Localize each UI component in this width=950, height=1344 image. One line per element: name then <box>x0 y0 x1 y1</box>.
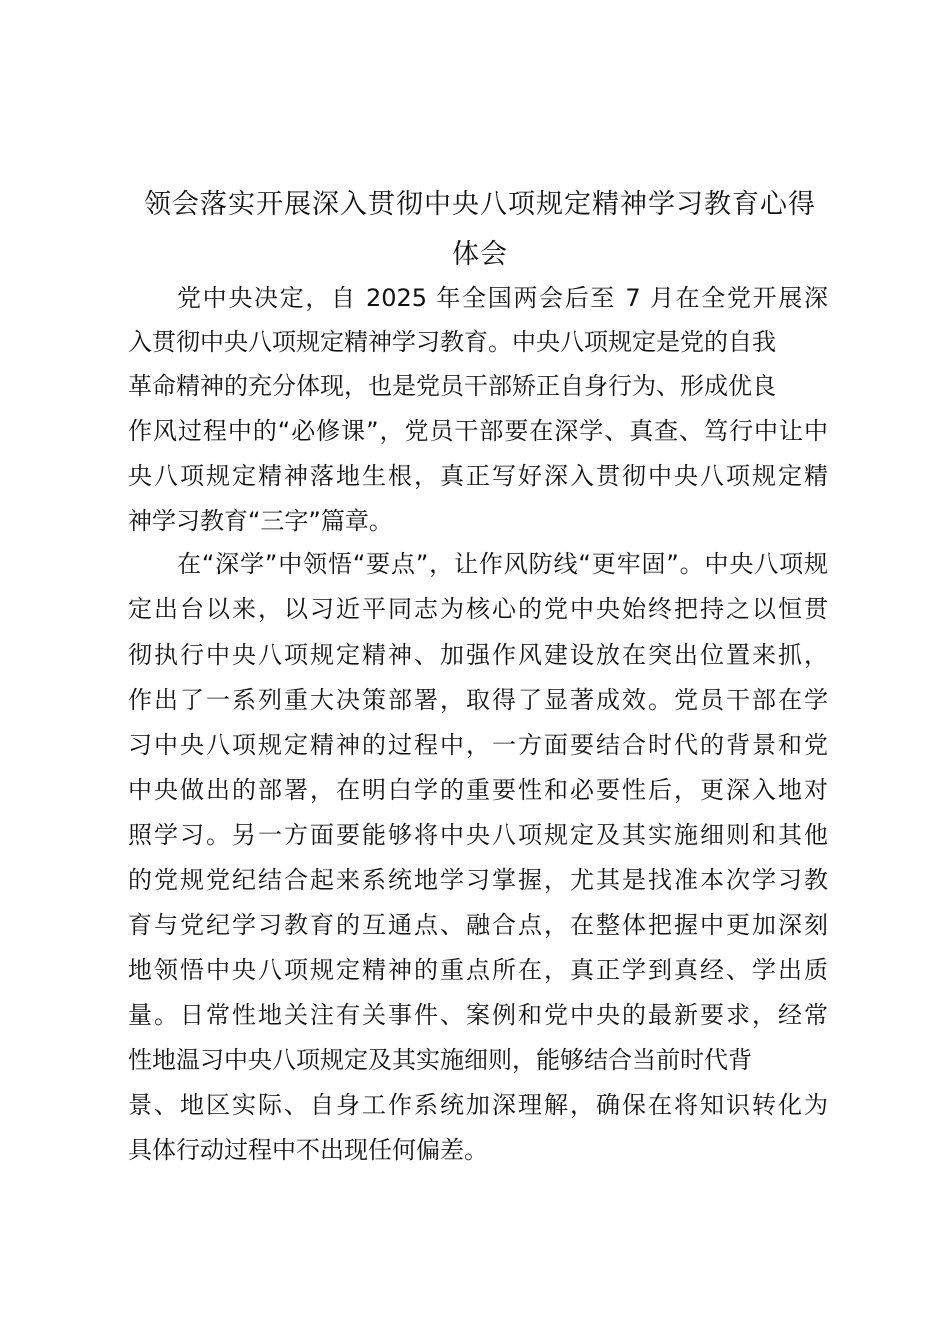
paragraph-line: 性地温习中央八项规定及其实施细则，能够结合当前时代背 <box>128 1046 752 1074</box>
paragraph-line: 量。日常性地关注有关事件、案例和党中央的最新要求，经常 <box>128 1001 828 1029</box>
paragraph-line: 彻执行中央八项规定精神、加强作风建设放在突出位置来抓， <box>128 641 828 669</box>
paragraph-line: 在“深学”中领悟“要点”，让作风防线“更牢固”。中央八项规 <box>177 550 828 578</box>
paragraph-line: 具体行动过程中不出现任何偏差。 <box>128 1136 488 1164</box>
paragraph-line: 革命精神的充分体现，也是党员干部矫正自身行为、形成优良 <box>128 372 776 400</box>
document-title-line-2: 体会 <box>452 239 508 270</box>
document-title-line-1: 领会落实开展深入贯彻中央八项规定精神学习教育心得 <box>144 189 816 220</box>
paragraph-line: 中央做出的部署，在明白学的重要性和必要性后，更深入地对 <box>128 776 828 804</box>
paragraph-line: 作风过程中的“必修课”，党员干部要在深学、真查、笃行中让中 <box>128 417 828 445</box>
paragraph-line: 作出了一系列重大决策部署，取得了显著成效。党员干部在学 <box>128 686 828 714</box>
paragraph-line: 育与党纪学习教育的互通点、融合点，在整体把握中更加深刻 <box>128 911 828 939</box>
paragraph-line: 景、地区实际、自身工作系统加深理解，确保在将知识转化为 <box>128 1091 828 1119</box>
paragraph-line: 地领悟中央八项规定精神的重点所在，真正学到真经、学出质 <box>128 956 828 984</box>
paragraph-line: 入贯彻中央八项规定精神学习教育。中央八项规定是党的自我 <box>128 328 776 356</box>
paragraph-line: 习中央八项规定精神的过程中，一方面要结合时代的背景和党 <box>128 731 828 759</box>
paragraph-line: 神学习教育“三字”篇章。 <box>128 507 393 535</box>
paragraph-line: 照学习。另一方面要能够将中央八项规定及其实施细则和其他 <box>128 821 828 849</box>
paragraph-line: 央八项规定精神落地生根，真正写好深入贯彻中央八项规定精 <box>128 462 828 490</box>
paragraph-line: 的党规党纪结合起来系统地学习掌握，尤其是找准本次学习教 <box>128 866 828 894</box>
paragraph-line: 定出台以来，以习近平同志为核心的党中央始终把持之以恒贯 <box>128 595 828 623</box>
paragraph-line: 党中央决定，自 2025 年全国两会后至 7 月在全党开展深 <box>177 284 828 312</box>
